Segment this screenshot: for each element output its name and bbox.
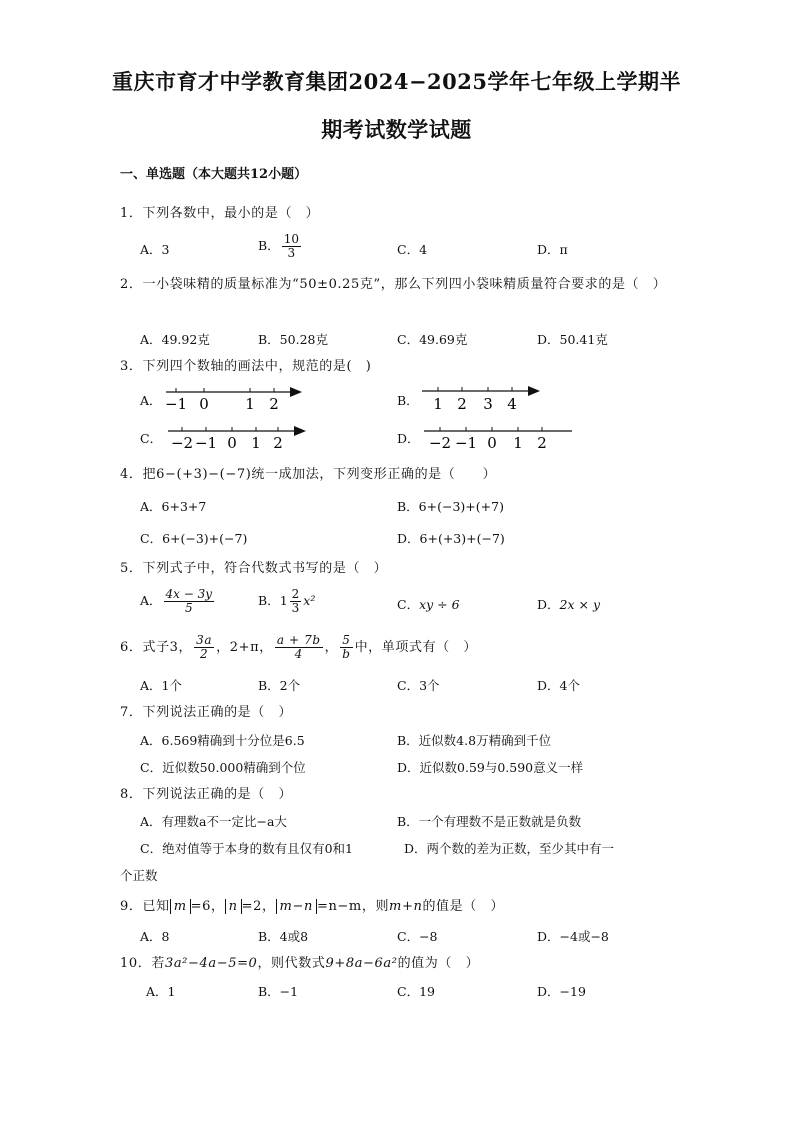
tick-label: −2 bbox=[428, 434, 452, 452]
q1-option-c: C．4 bbox=[397, 242, 428, 257]
question-2 bbox=[120, 276, 675, 294]
question-6: 6．式子3， $\frac{3a}{2}$ ，2+π， $\frac{a + 7b}{4}$ ， $\frac{5}{b}$ 中，单项式有（ ） bbox=[120, 633, 477, 661]
q4-option-a: A．6+3+7 bbox=[140, 499, 207, 514]
tick-label: −2 bbox=[170, 434, 194, 452]
q6-option-c: C．3个 bbox=[397, 678, 440, 693]
tick-label: 0 bbox=[199, 395, 209, 413]
question-number: 2． bbox=[120, 277, 143, 292]
q3-option-c: C． bbox=[140, 431, 163, 446]
q4-option-b: B．6+(−3)+(+7) bbox=[397, 499, 504, 514]
q6-option-a: A．1个 bbox=[140, 678, 182, 693]
question-8: 8．下列说法正确的是（ ） bbox=[120, 787, 293, 802]
q9-option-c: C．−8 bbox=[397, 929, 438, 944]
q3-option-d: D． bbox=[397, 431, 420, 446]
q9-option-d: D．−4或−8 bbox=[537, 929, 609, 944]
q5-option-a: A． $\frac{4x - 3y}{5}$ bbox=[140, 587, 213, 615]
math-expression: 6−(+3)−(−7) bbox=[156, 467, 252, 482]
tick-label: 0 bbox=[227, 434, 237, 452]
question-7: 7．下列说法正确的是（ ） bbox=[120, 705, 293, 720]
q2-option-d: D．50.41克 bbox=[537, 332, 608, 347]
question-number: 1． bbox=[120, 206, 143, 221]
tick-label: 0 bbox=[487, 434, 497, 452]
q2-option-c: C．49.69克 bbox=[397, 332, 468, 347]
tick-label: 3 bbox=[483, 395, 493, 413]
section-heading: 一、单选题（本大题共12小题） bbox=[120, 167, 308, 182]
q8-option-d: D．两个数的差为正数，至少其中有一 bbox=[404, 841, 615, 856]
q10-option-c: C．19 bbox=[397, 984, 435, 999]
exam-title-line1: 重庆市育才中学教育集团2024−2025学年七年级上学期半 bbox=[112, 69, 681, 94]
question-5: 5．下列式子中，符合代数式书写的是（ ） bbox=[120, 561, 388, 576]
question-10: 10．若3a²−4a−5=0，则代数式9+8a−6a²的值为（ ） bbox=[120, 956, 480, 971]
exam-title-line2: 期考试数学试题 bbox=[321, 117, 472, 142]
question-1 bbox=[120, 205, 675, 223]
question-stem: 下列四个数轴的画法中，规范的是( ) bbox=[142, 359, 372, 374]
q10-option-d: D．−19 bbox=[537, 984, 586, 999]
q1-option-b: B． $\frac{10}{3}$ bbox=[258, 232, 299, 260]
q6-option-d: D．4个 bbox=[537, 678, 580, 693]
tick-label: 4 bbox=[507, 395, 517, 413]
fraction: $\frac{10}{3}$ bbox=[283, 232, 299, 260]
q1-option-a: A．3 bbox=[140, 242, 170, 257]
question-9: 9．已知 m =6， n =2， m−n =n−m，则m+n的值是（ ） bbox=[120, 899, 505, 914]
tick-label: 2 bbox=[537, 434, 547, 452]
q8-option-d-continued: 个正数 bbox=[120, 868, 158, 883]
q3-option-a: A． bbox=[140, 393, 162, 408]
q1-option-d: D．π bbox=[537, 242, 568, 257]
tick-label: 1 bbox=[513, 434, 523, 452]
tick-label: 2 bbox=[457, 395, 467, 413]
tick-label: −1 bbox=[454, 434, 478, 452]
tick-label: −1 bbox=[194, 434, 218, 452]
q2-option-a: A．49.92克 bbox=[140, 332, 210, 347]
q9-option-a: A．8 bbox=[140, 929, 170, 944]
q7-option-a: A．6.569精确到十分位是6.5 bbox=[140, 733, 305, 748]
question-number: 3． bbox=[120, 359, 143, 374]
q8-option-a: A．有理数a不一定比−a大 bbox=[140, 814, 287, 829]
question-stem: 下列各数中，最小的是（ ） bbox=[142, 206, 320, 221]
q5-option-d: D．2x × y bbox=[537, 597, 601, 612]
tick-label: 1 bbox=[251, 434, 261, 452]
question-stem: 一小袋味精的质量标准为“50±0.25克”，那么下列四小袋味精质量符合要求的是（ ） bbox=[142, 277, 667, 292]
q8-option-b: B．一个有理数不是正数就是负数 bbox=[397, 814, 582, 829]
q9-option-b: B．4或8 bbox=[258, 929, 309, 944]
q5-option-c: C．xy ÷ 6 bbox=[397, 597, 460, 612]
q7-option-c: C．近似数50.000精确到个位 bbox=[140, 760, 306, 775]
q2-option-b: B．50.28克 bbox=[258, 332, 328, 347]
tick-label: 2 bbox=[273, 434, 283, 452]
number-line-b bbox=[420, 382, 550, 414]
number-line-c bbox=[166, 421, 316, 453]
q3-option-b: B． bbox=[397, 393, 419, 408]
q7-option-d: D．近似数0.59与0.590意义一样 bbox=[397, 760, 584, 775]
tick-label: 1 bbox=[433, 395, 443, 413]
q10-option-b: B．−1 bbox=[258, 984, 299, 999]
q6-option-b: B．2个 bbox=[258, 678, 301, 693]
question-3 bbox=[120, 358, 675, 376]
tick-label: 2 bbox=[269, 395, 279, 413]
q10-option-a: A．1 bbox=[146, 984, 176, 999]
tick-label: 1 bbox=[245, 395, 255, 413]
tick-label: −1 bbox=[164, 395, 188, 413]
number-line-d bbox=[422, 421, 577, 453]
q4-option-c: C．6+(−3)+(−7) bbox=[140, 531, 248, 546]
q8-option-c: C．绝对值等于本身的数有且仅有0和1 bbox=[140, 841, 353, 856]
q5-option-b: B．1 $\frac{2}{3}$ x² bbox=[258, 587, 316, 615]
q7-option-b: B．近似数4.8万精确到千位 bbox=[397, 733, 552, 748]
number-line-a bbox=[162, 382, 312, 414]
q4-option-d: D．6+(+3)+(−7) bbox=[397, 531, 505, 546]
question-4: 4．把6−(+3)−(−7)统一成加法，下列变形正确的是（ ） bbox=[120, 467, 497, 482]
